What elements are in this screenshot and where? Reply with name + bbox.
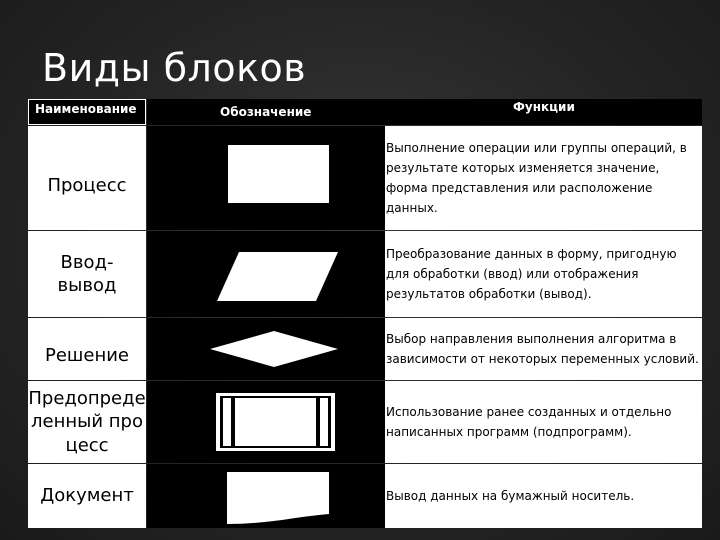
row-symbol: [147, 381, 385, 463]
row-symbol: [147, 318, 385, 380]
row-function: Использование ранее созданных и отдельно написанных программ (подпрограмм).: [385, 381, 702, 463]
row-function: Вывод данных на бумажный носитель.: [385, 464, 702, 528]
document-icon: [147, 464, 385, 528]
row-name: Предопределенный процесс: [28, 381, 146, 463]
row-symbol: [147, 126, 385, 230]
table-row: [28, 126, 702, 230]
row-symbol: [147, 231, 385, 317]
row-name: Процесс: [28, 126, 146, 230]
row-function: Преобразование данных в форму, пригодную для обработки (ввод) или отображения результатов обработки (вывод).: [385, 231, 702, 317]
table-row: [28, 464, 702, 528]
process-rectangle-icon: [147, 126, 385, 230]
table-row: [28, 318, 702, 380]
header-name: Наименование: [28, 99, 146, 125]
row-function: Выполнение операции или группы операций, в результате которых изменяется значение, форма представления или расположение данных.: [385, 126, 702, 230]
table-row: [28, 231, 702, 317]
row-name: Документ: [28, 464, 146, 528]
row-name: Ввод-вывод: [28, 231, 146, 317]
decision-diamond-icon: [147, 318, 385, 380]
header-symbol: Обозначение: [147, 99, 385, 125]
row-function: Выбор направления выполнения алгоритма в зависимости от некоторых переменных условий.: [385, 318, 702, 380]
predefined-process-icon: [147, 381, 385, 463]
row-name: Решение: [28, 318, 146, 380]
table-row: [28, 381, 702, 463]
row-symbol: [147, 464, 385, 528]
header-function: Функции: [385, 99, 702, 125]
input-output-parallelogram-icon: [147, 231, 385, 317]
slide-title: Виды блоков: [42, 46, 307, 90]
